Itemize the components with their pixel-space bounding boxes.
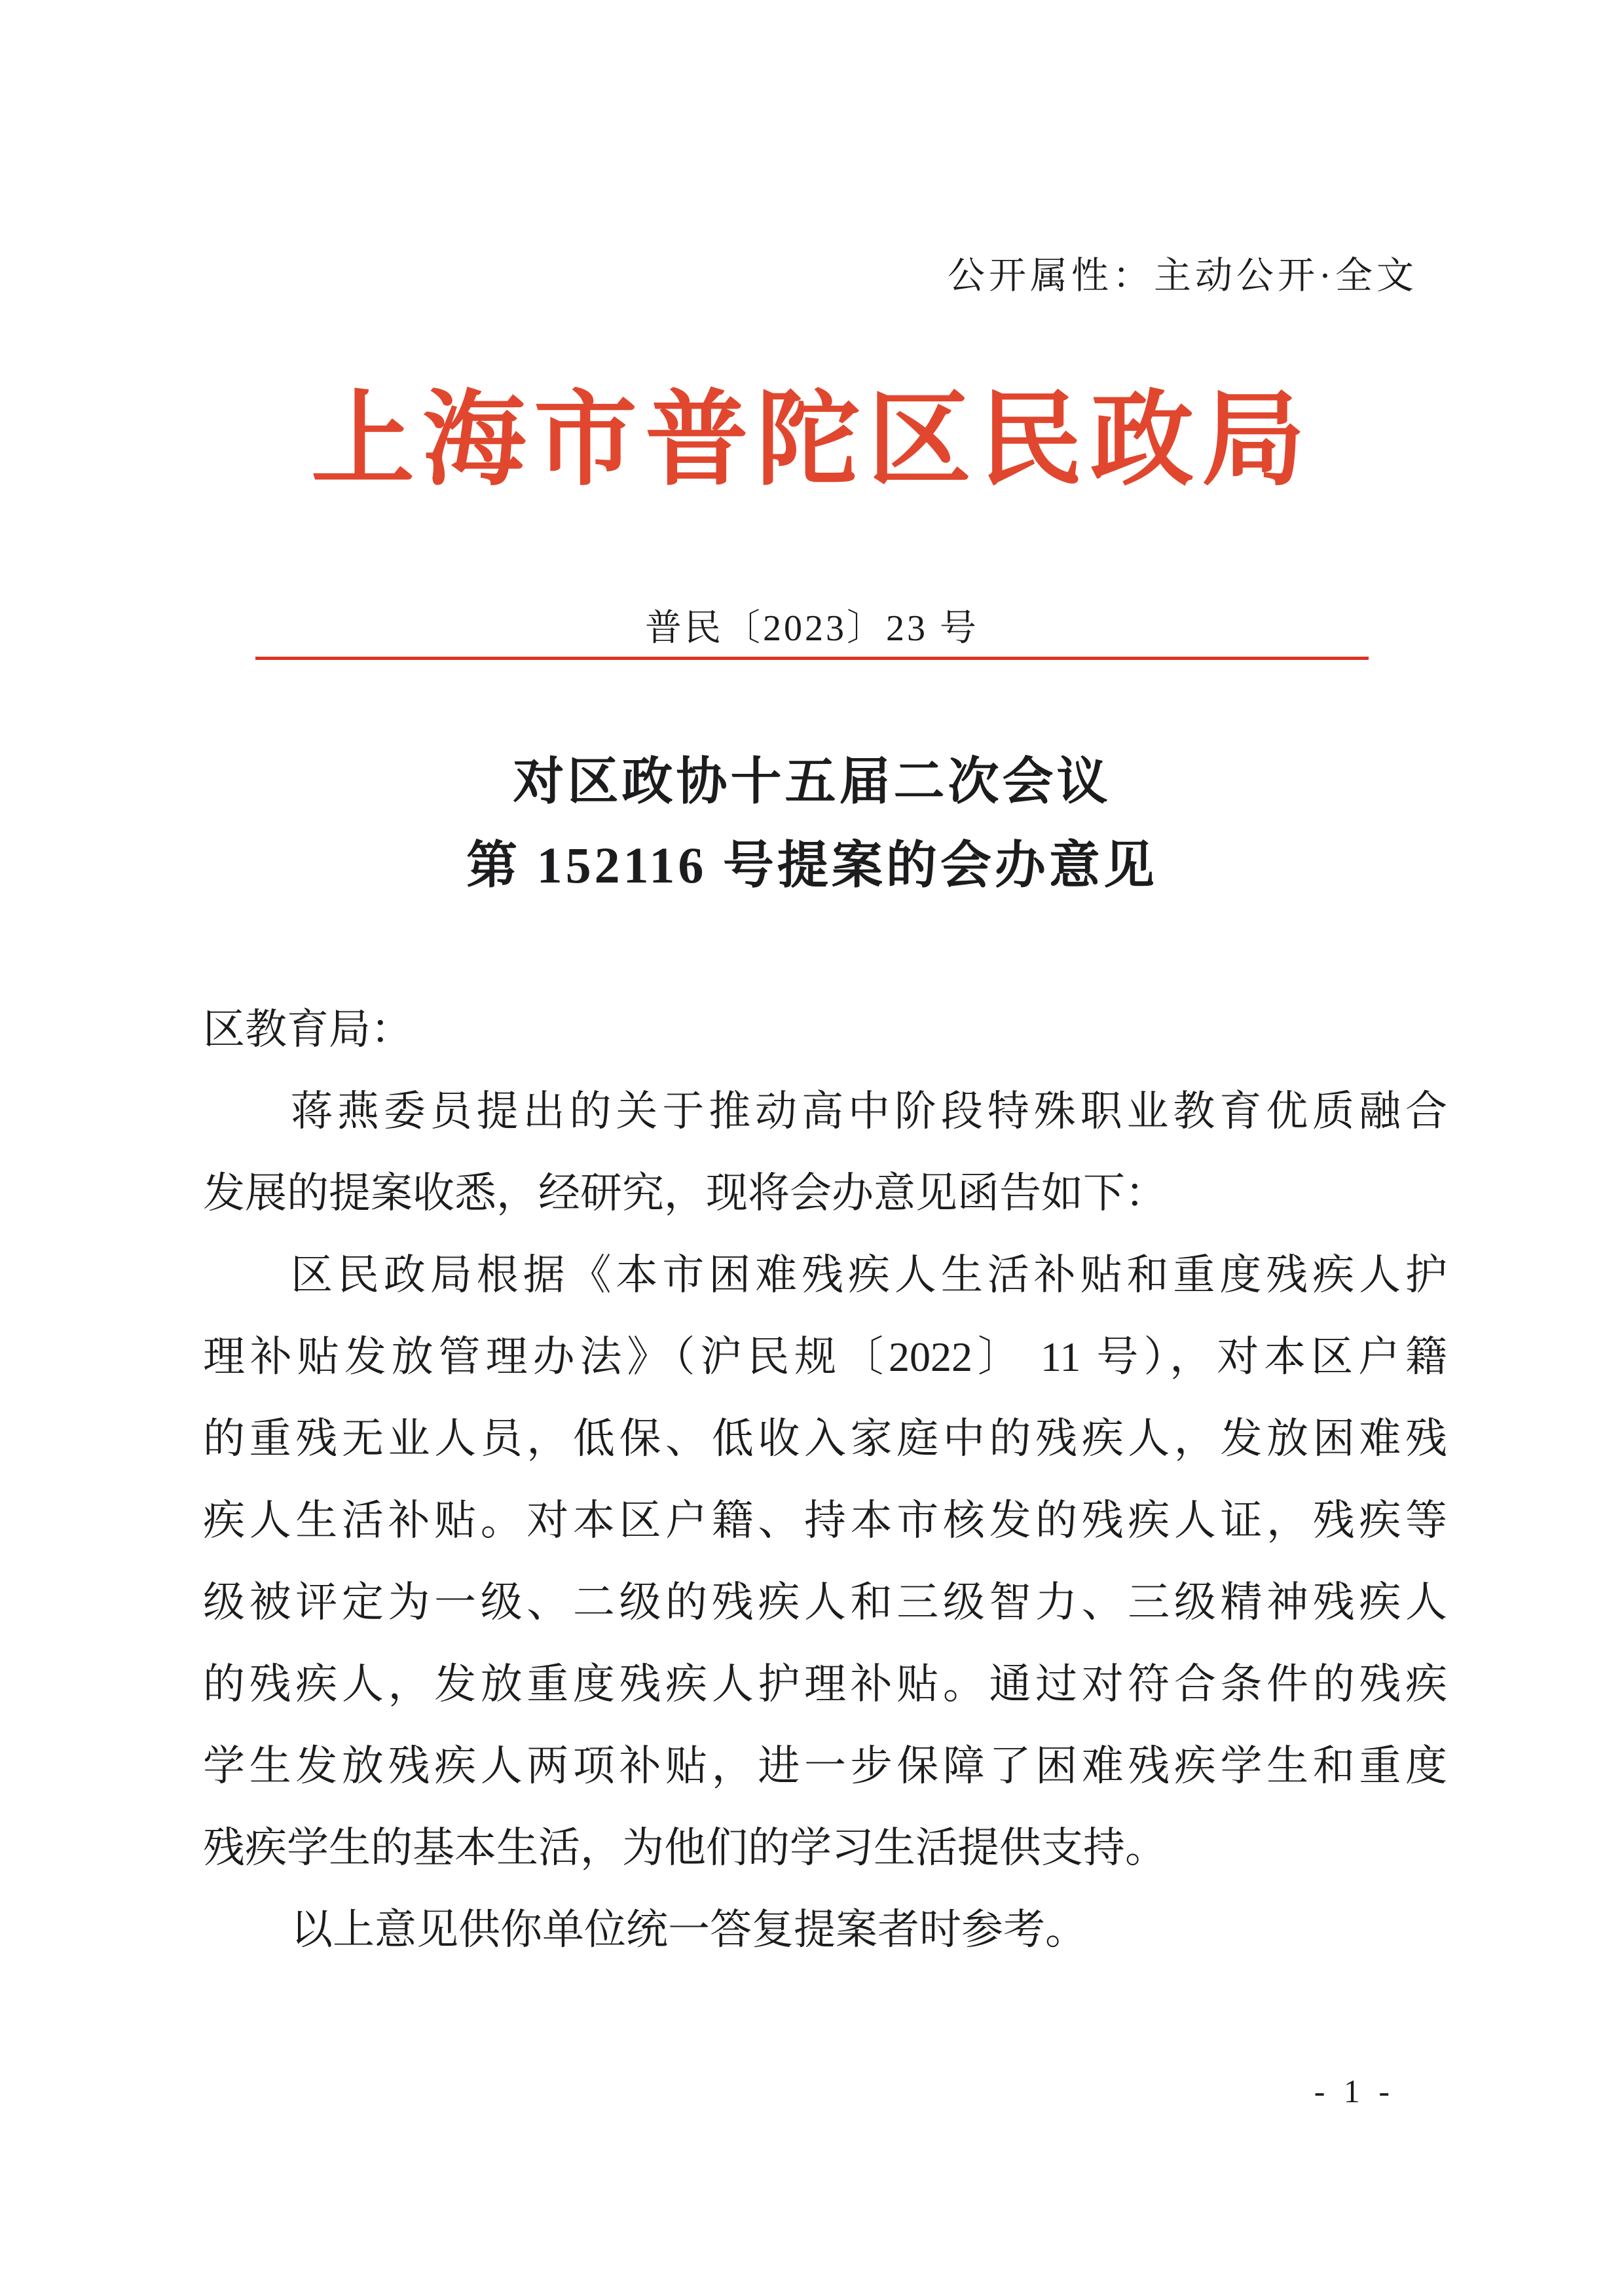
disclosure-note: 公开属性：主动公开·全文 — [948, 255, 1418, 297]
agency-title: 上海市普陀区民政局 — [311, 384, 1313, 498]
document-title-line1: 对区政协十五届二次会议 — [513, 753, 1111, 810]
document-title — [0, 740, 1624, 907]
body-line: 残疾学生的基本生活，为他们的学习生活提供支持。 — [203, 1825, 1167, 1871]
body-line: 区教育局： — [203, 1006, 413, 1053]
body-line: 的重残无业人员，低保、低收入家庭中的残疾人，发放困难残 — [203, 1415, 1447, 1462]
doc-number: 普民〔2023〕23 号 — [645, 608, 979, 649]
body-line: 级被评定为一级、二级的残疾人和三级智力、三级精神残疾人 — [203, 1579, 1447, 1626]
body-line: 发展的提案收悉，经研究，现将会办意见函告如下： — [203, 1170, 1167, 1216]
body-line: 蒋燕委员提出的关于推动高中阶段特殊职业教育优质融合 — [291, 1088, 1447, 1135]
document-title-line2: 第 152116 号提案的会办意见 — [466, 837, 1158, 894]
body-line: 以上意见供你单位统一答复提案者时参考。 — [291, 1906, 1087, 1953]
page-number: - 1 - — [1314, 2073, 1395, 2109]
body-line: 的残疾人，发放重度残疾人护理补贴。通过对符合条件的残疾 — [203, 1661, 1447, 1707]
body-line: 学生发放残疾人两项补贴，进一步保障了困难残疾学生和重度 — [203, 1743, 1447, 1789]
red-divider-line — [255, 657, 1369, 660]
body-line: 疾人生活补贴。对本区户籍、持本市核发的残疾人证，残疾等 — [203, 1497, 1447, 1544]
body-line: 理补贴发放管理办法》（沪民规〔2022〕 11 号），对本区户籍 — [203, 1334, 1447, 1380]
body-text — [203, 989, 1447, 1971]
body-line: 区民政局根据《本市困难残疾人生活补贴和重度残疾人护 — [291, 1252, 1447, 1298]
